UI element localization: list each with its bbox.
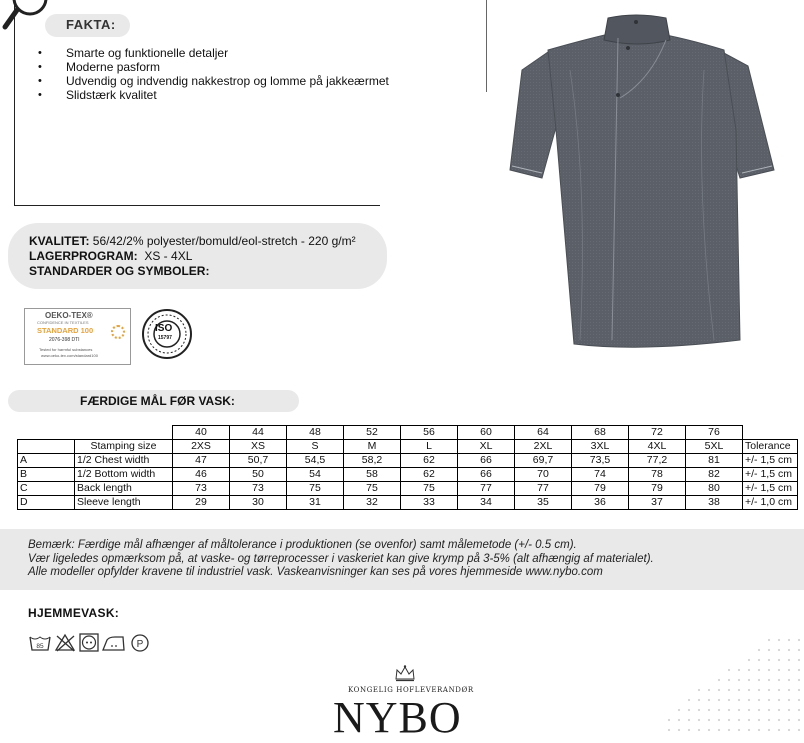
decor-dot [768, 709, 770, 711]
wash-85-icon [30, 637, 50, 650]
info-frame-left [14, 0, 15, 206]
decor-dot [758, 709, 760, 711]
oeko-url: www.oeko-tex.com/standard100 [41, 353, 98, 358]
table-cell: 73 [173, 482, 230, 496]
decor-dot [738, 689, 740, 691]
row-tolerance: +/- 1,5 cm [743, 482, 798, 496]
crown-icon [394, 664, 416, 682]
measurements-title: FÆRDIGE MÅL FØR VASK: [80, 394, 235, 408]
decor-dot [778, 639, 780, 641]
decor-dot [738, 669, 740, 671]
decor-dot [768, 729, 770, 731]
iso-number: 15797 [158, 335, 172, 341]
decor-dot [798, 699, 800, 701]
decor-dot [738, 729, 740, 731]
magnifier-icon [0, 0, 50, 34]
decor-dot [778, 709, 780, 711]
decor-dot [798, 669, 800, 671]
notes [28, 539, 654, 580]
table-cell: 73,5 [572, 454, 629, 468]
decor-dot [778, 669, 780, 671]
decor-dot [788, 719, 790, 721]
decor-dot [728, 689, 730, 691]
quality-info [29, 234, 356, 279]
oeko-title: OEKO-TEX® [45, 311, 93, 320]
decor-dot [728, 679, 730, 681]
table-cell: 54 [287, 468, 344, 482]
oeko-tested: Tested for harmful substances [39, 347, 93, 352]
feature-list [35, 46, 389, 102]
chef-jacket-image [500, 10, 785, 355]
table-cell: 58,2 [344, 454, 401, 468]
decor-dot [788, 639, 790, 641]
feature-item: • Moderne pasform [35, 60, 389, 74]
row-tolerance: +/- 1,0 cm [743, 496, 798, 510]
oeko-tex-label [24, 308, 131, 365]
wash-temp: 85 [36, 643, 44, 650]
table-cell: 58 [344, 468, 401, 482]
table-cell: 77,2 [629, 454, 686, 468]
oeko-code: 2076-398 DTI [49, 337, 80, 343]
stamping-label: Stamping size [75, 440, 173, 454]
decor-dot [718, 709, 720, 711]
decor-dot [758, 719, 760, 721]
oeko-flower-icon [111, 325, 125, 339]
decor-dot [678, 729, 680, 731]
table-cell: 74 [572, 468, 629, 482]
size-alpha: 2XS [173, 440, 230, 454]
table-cell: 62 [401, 468, 458, 482]
size-num: 76 [686, 426, 743, 440]
table-cell: 79 [629, 482, 686, 496]
info-frame-bottom [14, 205, 380, 206]
table-cell: 75 [344, 482, 401, 496]
row-tolerance: +/- 1,5 cm [743, 468, 798, 482]
standarder-label: STANDARDER OG SYMBOLER: [29, 264, 210, 278]
size-alpha: S [287, 440, 344, 454]
decor-dot [798, 649, 800, 651]
table-cell: 82 [686, 468, 743, 482]
decor-dot [708, 699, 710, 701]
decor-dot [788, 729, 790, 731]
decor-dot [748, 669, 750, 671]
decor-dot [678, 719, 680, 721]
decor-dot [778, 679, 780, 681]
decor-dot [788, 649, 790, 651]
table-cell: 66 [458, 468, 515, 482]
row-tolerance: +/- 1,5 cm [743, 454, 798, 468]
table-cell: 50 [230, 468, 287, 482]
decor-dot [728, 709, 730, 711]
decor-dot [768, 689, 770, 691]
decor-dot [718, 699, 720, 701]
decor-dot [728, 719, 730, 721]
decor-dot [768, 719, 770, 721]
pro-letter: P [136, 639, 144, 650]
decor-dot [758, 659, 760, 661]
decor-dot [748, 679, 750, 681]
size-num: 68 [572, 426, 629, 440]
size-alpha: XL [458, 440, 515, 454]
decor-dot [778, 659, 780, 661]
decor-dot [708, 729, 710, 731]
table-cell: 54,5 [287, 454, 344, 468]
care-symbols [29, 632, 151, 654]
decor-dot [708, 719, 710, 721]
decor-dot [778, 719, 780, 721]
kvalitet-value: 56/42/2% polyester/bomuld/eol-stretch - 220 g/m² [92, 234, 356, 248]
oeko-sub: CONFIDENCE IN TEXTILES [37, 320, 89, 325]
size-num: 52 [344, 426, 401, 440]
decor-dot [768, 669, 770, 671]
decor-dot [748, 709, 750, 711]
decor-dot [768, 699, 770, 701]
brand-logo: NYBO [333, 693, 462, 742]
table-cell: 47 [173, 454, 230, 468]
table-cell: 31 [287, 496, 344, 510]
table-cell: 33 [401, 496, 458, 510]
decor-dot [798, 689, 800, 691]
size-alpha: 4XL [629, 440, 686, 454]
decor-dot [788, 659, 790, 661]
decor-dot [678, 709, 680, 711]
note-line: Vær ligeledes opmærksom på, at vaske- og tørreprocesser i vaskeriet kan give krymp på 3-5% (alt afhængig af materialet). [28, 552, 654, 565]
feature-item: • Smarte og funktionelle detaljer [35, 46, 389, 60]
table-cell: 30 [230, 496, 287, 510]
table-cell: 37 [629, 496, 686, 510]
size-alpha: XS [230, 440, 287, 454]
oeko-standard: STANDARD 100 [37, 326, 94, 335]
feature-item: • Slidstærk kvalitet [35, 88, 389, 102]
decor-dot [758, 649, 760, 651]
decor-dot [768, 659, 770, 661]
decor-dot [718, 729, 720, 731]
decor-dot [778, 699, 780, 701]
iso-label: ISO [155, 323, 173, 334]
decor-dot [688, 729, 690, 731]
size-num: 64 [515, 426, 572, 440]
decor-dot [778, 649, 780, 651]
row-code: C [18, 482, 75, 496]
tolerance-label: Tolerance [743, 440, 798, 454]
decor-dot [728, 729, 730, 731]
table-cell: 79 [572, 482, 629, 496]
decor-dot [698, 699, 700, 701]
iso-15797-icon [141, 308, 193, 360]
table-cell: 34 [458, 496, 515, 510]
table-cell: 78 [629, 468, 686, 482]
table-cell: 80 [686, 482, 743, 496]
decor-dot [758, 699, 760, 701]
decor-dot [718, 689, 720, 691]
decor-dot [748, 689, 750, 691]
size-num: 44 [230, 426, 287, 440]
decor-dot [798, 709, 800, 711]
fakta-title: FAKTA: [66, 17, 116, 32]
size-alpha: L [401, 440, 458, 454]
table-row [18, 440, 798, 454]
decor-dot [778, 689, 780, 691]
decor-dot [788, 709, 790, 711]
lager-value: XS - 4XL [144, 249, 193, 263]
row-code: D [18, 496, 75, 510]
decor-dot [758, 679, 760, 681]
decor-dot [798, 679, 800, 681]
decor-dot [708, 709, 710, 711]
decor-dot [718, 679, 720, 681]
note-line: Bemærk: Færdige mål afhænger af måltolerance i produktionen (se ovenfor) samt målemetode (+/- 0.5 cm). [28, 539, 577, 551]
decor-dot [738, 679, 740, 681]
size-num: 72 [629, 426, 686, 440]
decor-dot [698, 719, 700, 721]
decor-dot [788, 699, 790, 701]
decor-dot [738, 709, 740, 711]
lager-label: LAGERPROGRAM: [29, 249, 138, 263]
row-label: Sleeve length [75, 496, 173, 510]
decor-dot [728, 669, 730, 671]
decor-dot [718, 719, 720, 721]
row-label: 1/2 Bottom width [75, 468, 173, 482]
table-cell: 46 [173, 468, 230, 482]
table-row [18, 454, 798, 468]
table-cell: 69,7 [515, 454, 572, 468]
decor-dot [758, 689, 760, 691]
size-alpha: 2XL [515, 440, 572, 454]
table-cell: 66 [458, 454, 515, 468]
size-alpha: 5XL [686, 440, 743, 454]
decor-dot [738, 699, 740, 701]
decor-dot [668, 719, 670, 721]
measurement-table [17, 425, 798, 510]
table-cell: 29 [173, 496, 230, 510]
decor-dot [798, 659, 800, 661]
decor-dot [768, 679, 770, 681]
decor-dot [778, 729, 780, 731]
decor-dot [788, 689, 790, 691]
table-cell: 32 [344, 496, 401, 510]
decor-dot [758, 729, 760, 731]
decor-dot [798, 639, 800, 641]
no-bleach-icon [56, 635, 74, 651]
decor-dot [688, 719, 690, 721]
decor-dot [768, 649, 770, 651]
row-label: 1/2 Chest width [75, 454, 173, 468]
tumble-dry-icon [80, 634, 98, 651]
table-cell: 73 [230, 482, 287, 496]
row-label: Back length [75, 482, 173, 496]
table-cell: 38 [686, 496, 743, 510]
decor-dot [748, 719, 750, 721]
table-cell: 75 [401, 482, 458, 496]
table-cell: 36 [572, 496, 629, 510]
iron-icon [103, 637, 124, 650]
table-cell: 77 [458, 482, 515, 496]
decor-dot [698, 709, 700, 711]
decor-dot [798, 729, 800, 731]
decor-dot [798, 719, 800, 721]
table-cell: 77 [515, 482, 572, 496]
decor-dot [698, 729, 700, 731]
decorative-dot-grid [665, 636, 804, 736]
size-num: 40 [173, 426, 230, 440]
decor-dot [708, 689, 710, 691]
decor-dot [788, 669, 790, 671]
table-cell: 50,7 [230, 454, 287, 468]
row-code: B [18, 468, 75, 482]
table-cell: 81 [686, 454, 743, 468]
decor-dot [698, 689, 700, 691]
table-cell: 35 [515, 496, 572, 510]
size-num: 56 [401, 426, 458, 440]
decor-dot [728, 699, 730, 701]
decor-dot [748, 659, 750, 661]
row-code: A [18, 454, 75, 468]
decor-dot [768, 639, 770, 641]
table-row [18, 496, 798, 510]
image-divider [486, 0, 487, 92]
professional-dry-clean-icon [132, 635, 148, 651]
note-line: Alle modeller opfylder kravene til industriel vask. Vaskeanvisninger kan ses på vores hjemmeside www.nybo.com [28, 566, 603, 578]
feature-item: • Udvendig og indvendig nakkestrop og lomme på jakkeærmet [35, 74, 389, 88]
decor-dot [668, 729, 670, 731]
decor-dot [758, 669, 760, 671]
decor-dot [738, 719, 740, 721]
size-num: 60 [458, 426, 515, 440]
table-cell: 62 [401, 454, 458, 468]
decor-dot [788, 679, 790, 681]
kvalitet-label: KVALITET: [29, 234, 90, 248]
size-alpha: M [344, 440, 401, 454]
table-row [18, 468, 798, 482]
washing-title: HJEMMEVASK: [28, 606, 120, 620]
decor-dot [748, 699, 750, 701]
table-row [18, 426, 798, 440]
table-cell: 70 [515, 468, 572, 482]
table-row [18, 482, 798, 496]
decor-dot [688, 709, 690, 711]
size-alpha: 3XL [572, 440, 629, 454]
decor-dot [688, 699, 690, 701]
table-cell: 75 [287, 482, 344, 496]
size-num: 48 [287, 426, 344, 440]
decor-dot [748, 729, 750, 731]
brand-subtitle: KONGELIG HOFLEVERANDØR [348, 686, 474, 694]
